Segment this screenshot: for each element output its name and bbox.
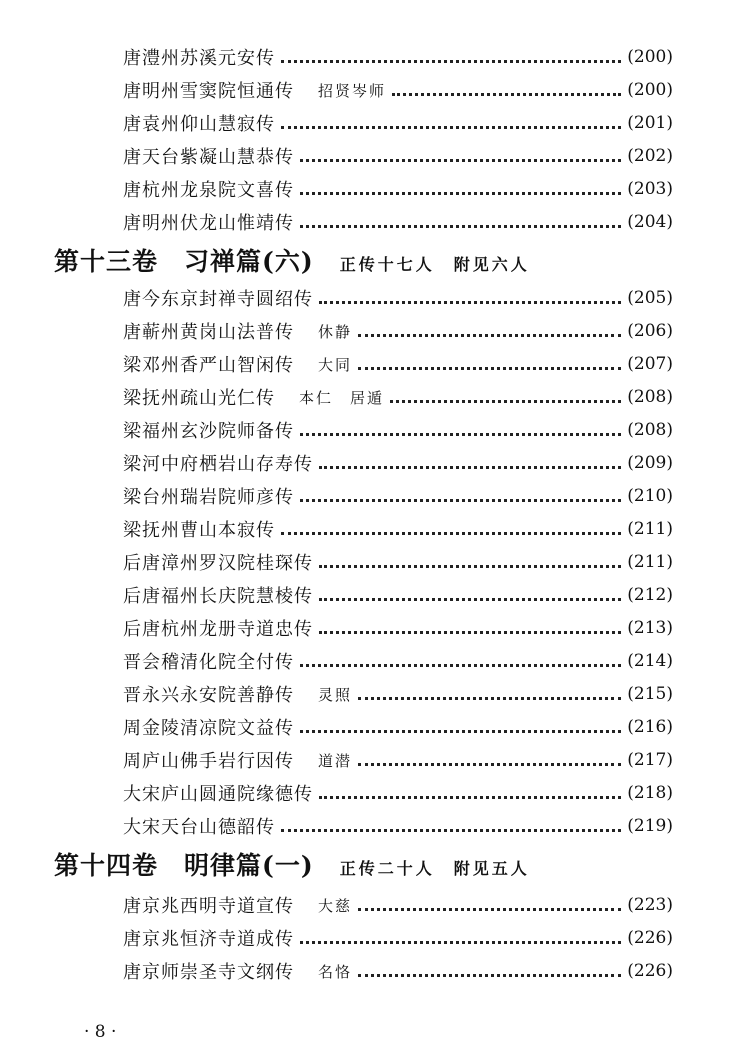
entry-title: 后唐福州长庆院慧棱传 (123, 586, 313, 607)
leader-dots (281, 126, 621, 129)
entry-title: 梁河中府栖岩山存寿传 (123, 454, 313, 475)
entry-page: (201) (627, 113, 673, 133)
toc-entry[interactable] (123, 316, 673, 346)
entry-title: 梁邓州香严山智闲传 (123, 355, 294, 376)
toc-entry[interactable] (123, 141, 673, 171)
leader-dots (358, 763, 621, 766)
entry-page: (200) (627, 80, 673, 100)
entry-appendix: 招贤岑师 (318, 81, 387, 100)
entry-title: 后唐漳州罗汉院桂琛传 (123, 553, 313, 574)
leader-dots (358, 974, 621, 977)
leader-dots (300, 664, 621, 667)
toc-entry[interactable] (123, 349, 673, 379)
entry-page: (226) (627, 961, 673, 981)
leader-dots (319, 301, 621, 304)
toc-entry[interactable] (123, 811, 673, 841)
leader-dots (358, 908, 621, 911)
toc-entry[interactable] (123, 547, 673, 577)
toc-entry[interactable] (123, 283, 673, 313)
toc-entry[interactable] (123, 646, 673, 676)
entry-page: (212) (627, 585, 673, 605)
leader-dots (300, 225, 621, 228)
entry-appendix: 名恪 (318, 962, 353, 981)
entry-title: 晋永兴永安院善静传 (123, 685, 294, 706)
leader-dots (281, 60, 621, 63)
toc-entry[interactable] (123, 75, 673, 105)
section-count-note: 正传十七人 附见六人 (339, 255, 530, 274)
entry-appendix: 大慈 (318, 896, 353, 915)
toc-entry[interactable] (123, 956, 673, 986)
entry-appendix: 灵照 (318, 685, 353, 704)
entry-page: (213) (627, 618, 673, 638)
leader-dots (358, 697, 621, 700)
entry-page: (207) (627, 354, 673, 374)
entry-appendix: 休静 (318, 322, 353, 341)
entry-title: 唐明州伏龙山惟靖传 (123, 213, 294, 234)
leader-dots (319, 565, 621, 568)
entry-title: 梁台州瑞岩院师彦传 (123, 487, 294, 508)
leader-dots (300, 159, 621, 162)
entry-page: (211) (627, 519, 673, 539)
toc-entry[interactable] (123, 890, 673, 920)
entry-title: 唐今东京封禅寺圆绍传 (123, 289, 313, 310)
toc-entry[interactable] (123, 42, 673, 72)
entry-title: 唐杭州龙泉院文喜传 (123, 180, 294, 201)
entry-page: (210) (627, 486, 673, 506)
toc-entry[interactable] (123, 514, 673, 544)
entry-title: 晋会稽清化院全付传 (123, 652, 294, 673)
leader-dots (319, 598, 621, 601)
entry-title: 唐蕲州黄岗山法普传 (123, 322, 294, 343)
entry-title: 周庐山佛手岩行因传 (123, 751, 294, 772)
entry-title: 梁抚州疏山光仁传 (123, 388, 275, 409)
toc-entry[interactable] (123, 481, 673, 511)
entry-page: (204) (627, 212, 673, 232)
entry-page: (218) (627, 783, 673, 803)
entry-page: (200) (627, 47, 673, 67)
entry-title: 唐京兆西明寺道宣传 (123, 896, 294, 917)
entry-title: 唐袁州仰山慧寂传 (123, 114, 275, 135)
leader-dots (392, 93, 621, 96)
leader-dots (300, 433, 621, 436)
leader-dots (300, 499, 621, 502)
toc-entry[interactable] (123, 207, 673, 237)
entry-page: (205) (627, 288, 673, 308)
entry-page: (208) (627, 420, 673, 440)
entry-title: 后唐杭州龙册寺道忠传 (123, 619, 313, 640)
leader-dots (319, 631, 621, 634)
entry-appendix: 本仁 居遁 (299, 388, 385, 407)
entry-title: 唐京兆恒济寺道成传 (123, 929, 294, 950)
entry-page: (216) (627, 717, 673, 737)
entry-page: (202) (627, 146, 673, 166)
entry-title: 唐明州雪窦院恒通传 (123, 81, 294, 102)
entry-page: (223) (627, 895, 673, 915)
section-volume: 第十四卷 (54, 851, 159, 880)
entry-page: (206) (627, 321, 673, 341)
entry-page: (215) (627, 684, 673, 704)
toc-entry[interactable] (123, 174, 673, 204)
leader-dots (281, 532, 621, 535)
section-heading[interactable] (54, 846, 530, 890)
leader-dots (358, 334, 621, 337)
section-volume: 第十三卷 (54, 247, 159, 276)
entry-page: (211) (627, 552, 673, 572)
toc-entry[interactable] (123, 613, 673, 643)
entry-title: 唐京师崇圣寺文纲传 (123, 962, 294, 983)
leader-dots (300, 941, 621, 944)
toc-entry[interactable] (123, 108, 673, 138)
section-count-note: 正传二十人 附见五人 (339, 859, 530, 878)
entry-page: (203) (627, 179, 673, 199)
entry-page: (209) (627, 453, 673, 473)
section-name: 习禅篇(六) (184, 247, 314, 276)
leader-dots (390, 400, 621, 403)
entry-page: (217) (627, 750, 673, 770)
entry-page: (219) (627, 816, 673, 836)
section-heading[interactable] (54, 242, 530, 286)
toc-entry[interactable] (123, 382, 673, 412)
entry-title: 梁福州玄沙院师备传 (123, 421, 294, 442)
toc-entry[interactable] (123, 745, 673, 775)
entry-title: 梁抚州曹山本寂传 (123, 520, 275, 541)
leader-dots (319, 466, 621, 469)
leader-dots (300, 192, 621, 195)
entry-title: 周金陵清凉院文益传 (123, 718, 294, 739)
entry-page: (226) (627, 928, 673, 948)
leader-dots (319, 796, 621, 799)
leader-dots (358, 367, 621, 370)
toc-entry[interactable] (123, 580, 673, 610)
entry-title: 唐澧州苏溪元安传 (123, 48, 275, 69)
entry-page: (208) (627, 387, 673, 407)
toc-entry[interactable] (123, 415, 673, 445)
toc-entry[interactable] (123, 923, 673, 953)
leader-dots (281, 829, 621, 832)
entry-page: (214) (627, 651, 673, 671)
toc-entry[interactable] (123, 448, 673, 478)
section-name: 明律篇(一) (184, 851, 314, 880)
entry-title: 大宋天台山德韶传 (123, 817, 275, 838)
toc-entry[interactable] (123, 679, 673, 709)
leader-dots (300, 730, 621, 733)
entry-title: 大宋庐山圆通院缘德传 (123, 784, 313, 805)
toc-entry[interactable] (123, 778, 673, 808)
entry-appendix: 大同 (318, 355, 353, 374)
entry-title: 唐天台紫凝山慧恭传 (123, 147, 294, 168)
toc-entry[interactable] (123, 712, 673, 742)
page-number: · 8 · (84, 1022, 117, 1042)
entry-appendix: 道潜 (318, 751, 353, 770)
